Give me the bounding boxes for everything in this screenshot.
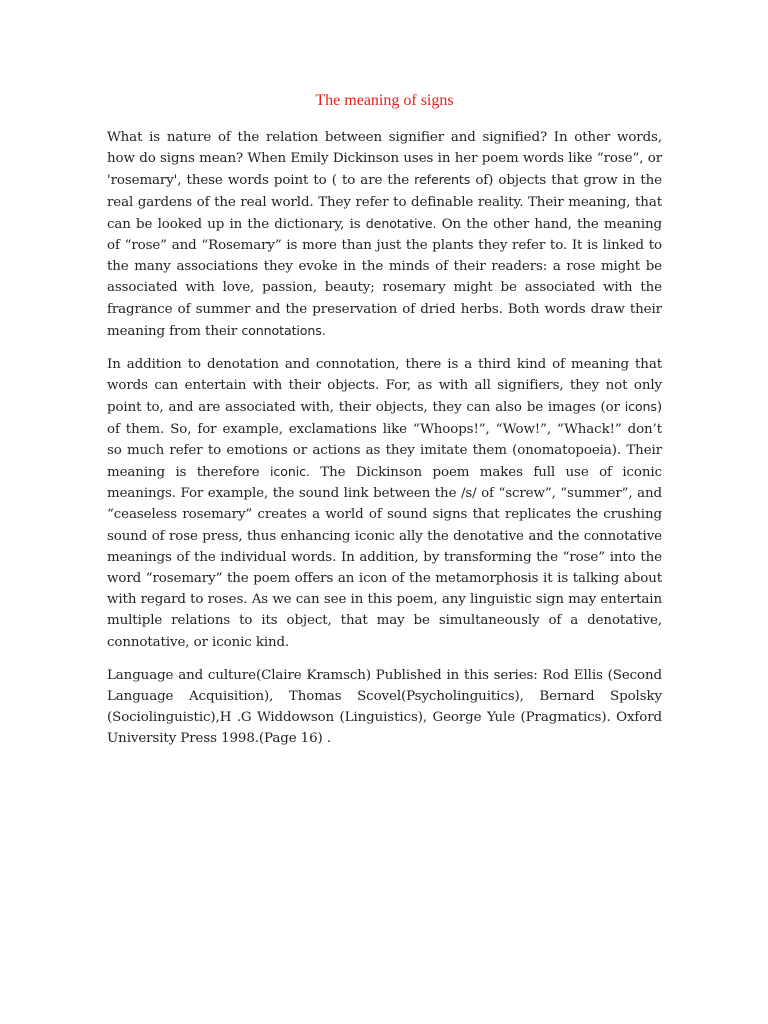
document-title: The meaning of signs bbox=[315, 92, 454, 109]
body-paragraph bbox=[107, 354, 662, 653]
key-term: connotations. bbox=[241, 322, 326, 338]
body-paragraph bbox=[107, 127, 662, 342]
key-term: referents bbox=[414, 172, 471, 188]
text-run: ) of them. So, for example, exclamations like “Whoops!”, “Wow!”, “Whack!” don’t so much refer to emotions or actions as they imitate them (onomatopoeia). Their meaning is therefore bbox=[107, 400, 662, 481]
citation-paragraph bbox=[107, 665, 662, 750]
key-term: denotative. bbox=[365, 215, 437, 231]
text-run: Language and culture(Claire Kramsch) Published in this series: Rod Ellis (Second Language Acquisition), Thomas Scovel(Psycholinguitics), Bernard Spolsky (Sociolinguistic),H .G Widdowson (Linguistics), George Yule (Pragmatics). Oxford University Press 1998.(Page 16) . bbox=[107, 667, 662, 747]
text-run: What is nature of the relation between signifier and signified? In other words, how do signs mean? When Emily Dickinson uses in her poem words like “rose”, or 'rosemary', these words point to ( to are the bbox=[107, 130, 662, 189]
text-run: On the other hand, the meaning of “rose” and “Rosemary” is more than just the plants they refer to. It is linked to the many associations they evoke in the minds of their readers: a rose might be associated with love, passion, beauty; rosemary might be associated with the fragrance of summer and the preservation of dried herbs. Both words draw their meaning from their bbox=[107, 216, 662, 339]
text-run: of) objects that grow in the real gardens of the real world. They refer to definable reality. Their meaning, that can be looked up in the dictionary, is bbox=[107, 173, 662, 232]
text-run: In addition to denotation and connotation, there is a third kind of meaning that words can entertain with their objects. For, as with all signifiers, they not only point to, and are associated with, their objects, they can also be images (or bbox=[107, 357, 662, 416]
document-page bbox=[107, 91, 662, 762]
key-term: icons bbox=[624, 399, 657, 415]
document-body bbox=[107, 127, 662, 750]
key-term: iconic. bbox=[269, 464, 310, 480]
text-run: The Dickinson poem makes full use of iconic meanings. For example, the sound link between the /s/ of “screw”, “summer”, and “ceaseless rosemary” creates a world of sound signs that replicates the crushing sound of rose press, thus enhancing iconic ally the denotative and the connotative meanings of the individual words. In addition, by transforming the “rose” into the word “rosemary” the poem offers an icon of the metamorphosis it is talking about with regard to roses. As we can see in this poem, any linguistic sign may entertain multiple relations to its object, that may be simultaneously of a denotative, connotative, or iconic kind. bbox=[107, 465, 662, 650]
